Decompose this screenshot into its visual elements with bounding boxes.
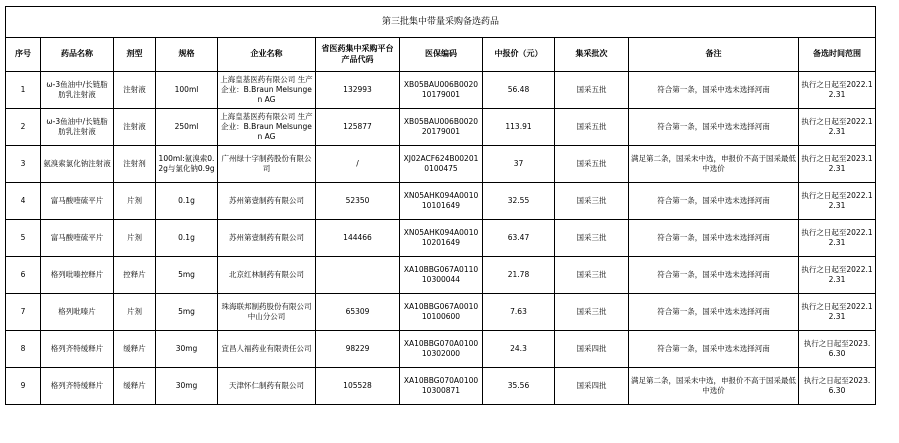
cell-company: 北京红林制药有限公司 bbox=[218, 257, 316, 294]
drug-table bbox=[5, 6, 876, 405]
header-platform-code: 省医药集中采购平台产品代码 bbox=[316, 38, 400, 72]
cell-form: 片剂 bbox=[114, 183, 156, 220]
cell-remark: 符合第一条，国采中选未选择河南 bbox=[629, 331, 799, 368]
table-row bbox=[6, 257, 876, 294]
cell-no: 2 bbox=[6, 109, 41, 146]
cell-remark: 符合第一条，国采中选未选择河南 bbox=[629, 183, 799, 220]
cell-time: 执行之日起至2022.12.31 bbox=[799, 220, 876, 257]
cell-spec: 0.1g bbox=[156, 183, 218, 220]
cell-company: 珠海联邦制药股份有限公司中山分公司 bbox=[218, 294, 316, 331]
cell-spec: 250ml bbox=[156, 109, 218, 146]
header-insurance-code: 医保编码 bbox=[400, 38, 483, 72]
header-price: 中报价（元） bbox=[483, 38, 555, 72]
cell-spec: 5mg bbox=[156, 294, 218, 331]
cell-company: 苏州第壹制药有限公司 bbox=[218, 220, 316, 257]
cell-time: 执行之日起至2022.12.31 bbox=[799, 72, 876, 109]
cell-form: 片剂 bbox=[114, 220, 156, 257]
cell-name: ω-3鱼油中/长链脂肪乳注射液 bbox=[41, 109, 114, 146]
cell-time: 执行之日起至2023.6.30 bbox=[799, 368, 876, 405]
cell-name: 氨溴索氯化钠注射液 bbox=[41, 146, 114, 183]
cell-company: 宜昌人福药业有限责任公司 bbox=[218, 331, 316, 368]
header-no: 序号 bbox=[6, 38, 41, 72]
cell-form: 片剂 bbox=[114, 294, 156, 331]
table-row bbox=[6, 294, 876, 331]
cell-name: 格列吡嗪控释片 bbox=[41, 257, 114, 294]
cell-batch: 国采三批 bbox=[555, 183, 629, 220]
header-name: 药品名称 bbox=[41, 38, 114, 72]
cell-name: 格列齐特缓释片 bbox=[41, 368, 114, 405]
table-row bbox=[6, 146, 876, 183]
cell-batch: 国采五批 bbox=[555, 72, 629, 109]
header-row bbox=[6, 38, 876, 72]
cell-no: 7 bbox=[6, 294, 41, 331]
cell-name: 格列齐特缓释片 bbox=[41, 331, 114, 368]
header-spec: 规格 bbox=[156, 38, 218, 72]
cell-price: 7.63 bbox=[483, 294, 555, 331]
cell-spec: 30mg bbox=[156, 331, 218, 368]
cell-platform-code: 65309 bbox=[316, 294, 400, 331]
cell-no: 9 bbox=[6, 368, 41, 405]
cell-batch: 国采三批 bbox=[555, 294, 629, 331]
cell-time: 执行之日起至2023.6.30 bbox=[799, 331, 876, 368]
cell-insurance-code: XB05BAU006B002010179001 bbox=[400, 72, 483, 109]
cell-no: 1 bbox=[6, 72, 41, 109]
cell-platform-code: 98229 bbox=[316, 331, 400, 368]
table-row bbox=[6, 109, 876, 146]
table-row bbox=[6, 183, 876, 220]
cell-platform-code: / bbox=[316, 146, 400, 183]
cell-spec: 0.1g bbox=[156, 220, 218, 257]
cell-remark: 满足第二条，国采未中选，申报价不高于国采最低中选价 bbox=[629, 146, 799, 183]
cell-name: ω-3鱼油中/长链脂肪乳注射液 bbox=[41, 72, 114, 109]
cell-spec: 100ml bbox=[156, 72, 218, 109]
cell-insurance-code: XA10BBG070A010010300871 bbox=[400, 368, 483, 405]
cell-no: 4 bbox=[6, 183, 41, 220]
cell-no: 3 bbox=[6, 146, 41, 183]
cell-no: 5 bbox=[6, 220, 41, 257]
cell-insurance-code: XA10BBG067A001010100600 bbox=[400, 294, 483, 331]
cell-form: 注射剂 bbox=[114, 146, 156, 183]
header-batch: 集采批次 bbox=[555, 38, 629, 72]
header-company: 企业名称 bbox=[218, 38, 316, 72]
table-title: 第三批集中带量采购备选药品 bbox=[6, 7, 876, 38]
cell-remark: 符合第一条，国采中选未选择河南 bbox=[629, 257, 799, 294]
cell-price: 35.56 bbox=[483, 368, 555, 405]
cell-insurance-code: XB05BAU006B002020179001 bbox=[400, 109, 483, 146]
cell-form: 控释片 bbox=[114, 257, 156, 294]
cell-price: 32.55 bbox=[483, 183, 555, 220]
cell-name: 富马酸喹硫平片 bbox=[41, 183, 114, 220]
cell-no: 6 bbox=[6, 257, 41, 294]
header-remark: 备注 bbox=[629, 38, 799, 72]
cell-company: 上海皇基医药有限公司 生产企业：B.Braun Melsungen AG bbox=[218, 72, 316, 109]
cell-name: 富马酸喹硫平片 bbox=[41, 220, 114, 257]
table-row bbox=[6, 72, 876, 109]
cell-form: 注射液 bbox=[114, 72, 156, 109]
cell-name: 格列吡嗪片 bbox=[41, 294, 114, 331]
cell-time: 执行之日起至2022.12.31 bbox=[799, 257, 876, 294]
cell-insurance-code: XA10BBG067A011010300044 bbox=[400, 257, 483, 294]
cell-no: 8 bbox=[6, 331, 41, 368]
cell-platform-code bbox=[316, 257, 400, 294]
table-row bbox=[6, 368, 876, 405]
cell-price: 21.78 bbox=[483, 257, 555, 294]
cell-platform-code: 125877 bbox=[316, 109, 400, 146]
cell-remark: 符合第一条，国采中选未选择河南 bbox=[629, 109, 799, 146]
procurement-sheet bbox=[5, 6, 876, 405]
cell-time: 执行之日起至2022.12.31 bbox=[799, 183, 876, 220]
cell-time: 执行之日起至2022.12.31 bbox=[799, 109, 876, 146]
cell-company: 苏州第壹制药有限公司 bbox=[218, 183, 316, 220]
cell-spec: 30mg bbox=[156, 368, 218, 405]
header-form: 剂型 bbox=[114, 38, 156, 72]
cell-form: 注射液 bbox=[114, 109, 156, 146]
cell-remark: 符合第一条，国采中选未选择河南 bbox=[629, 294, 799, 331]
cell-spec: 100ml:氨溴索0.2g与氯化钠0.9g bbox=[156, 146, 218, 183]
table-row bbox=[6, 331, 876, 368]
cell-remark: 符合第一条，国采中选未选择河南 bbox=[629, 72, 799, 109]
cell-company: 天津怀仁制药有限公司 bbox=[218, 368, 316, 405]
cell-remark: 满足第二条，国采未中选，申报价不高于国采最低中选价 bbox=[629, 368, 799, 405]
cell-batch: 国采三批 bbox=[555, 220, 629, 257]
cell-time: 执行之日起至2022.12.31 bbox=[799, 294, 876, 331]
cell-batch: 国采四批 bbox=[555, 331, 629, 368]
cell-company: 上海皇基医药有限公司 生产企业：B.Braun Melsungen AG bbox=[218, 109, 316, 146]
cell-platform-code: 52350 bbox=[316, 183, 400, 220]
cell-form: 缓释片 bbox=[114, 331, 156, 368]
cell-platform-code: 144466 bbox=[316, 220, 400, 257]
cell-price: 56.48 bbox=[483, 72, 555, 109]
cell-batch: 国采三批 bbox=[555, 257, 629, 294]
cell-price: 113.91 bbox=[483, 109, 555, 146]
header-time: 备选时间范围 bbox=[799, 38, 876, 72]
cell-price: 63.47 bbox=[483, 220, 555, 257]
cell-time: 执行之日起至2023.12.31 bbox=[799, 146, 876, 183]
cell-form: 缓释片 bbox=[114, 368, 156, 405]
cell-platform-code: 105528 bbox=[316, 368, 400, 405]
cell-price: 24.3 bbox=[483, 331, 555, 368]
cell-batch: 国采五批 bbox=[555, 146, 629, 183]
cell-price: 37 bbox=[483, 146, 555, 183]
cell-insurance-code: XN05AHK094A001010101649 bbox=[400, 183, 483, 220]
cell-platform-code: 132993 bbox=[316, 72, 400, 109]
cell-batch: 国采五批 bbox=[555, 109, 629, 146]
cell-batch: 国采四批 bbox=[555, 368, 629, 405]
cell-company: 广州绿十字制药股份有限公司 bbox=[218, 146, 316, 183]
cell-insurance-code: XJ02ACF624B002010100475 bbox=[400, 146, 483, 183]
cell-insurance-code: XN05AHK094A001010201649 bbox=[400, 220, 483, 257]
cell-remark: 符合第一条，国采中选未选择河南 bbox=[629, 220, 799, 257]
cell-insurance-code: XA10BBG070A010010302000 bbox=[400, 331, 483, 368]
table-row bbox=[6, 220, 876, 257]
cell-spec: 5mg bbox=[156, 257, 218, 294]
